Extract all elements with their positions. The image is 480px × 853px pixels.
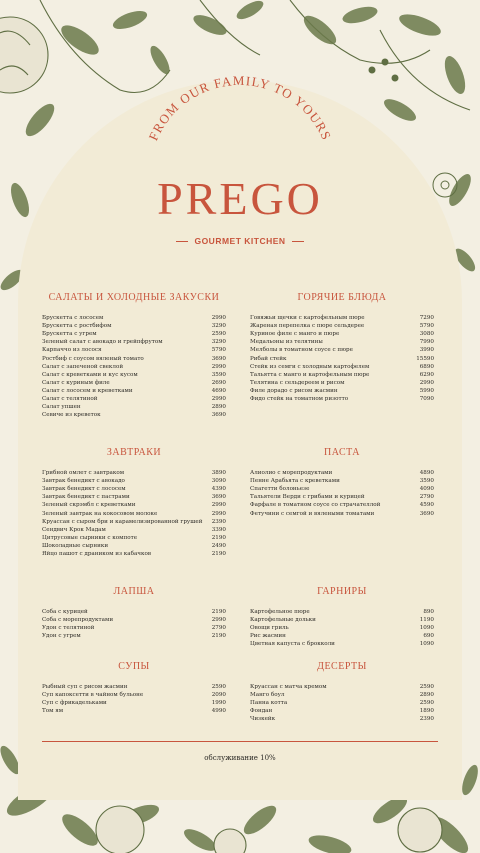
tagline: FROM OUR FAMILY TO YOURS: [145, 72, 335, 143]
menu-item-price: 3690: [211, 412, 226, 419]
menu-item: [250, 379, 434, 387]
menu-item: [42, 314, 226, 322]
menu-item-name: Тальятта с манго и картофельным пюре: [250, 371, 370, 378]
menu-item-price: 890: [423, 609, 434, 615]
menu-item-price: 1990: [211, 700, 226, 707]
menu-item-price: 2990: [211, 617, 226, 624]
menu-item-name: Севиче из креветок: [42, 412, 101, 419]
menu-item-name: Овощи гриль: [250, 625, 289, 632]
menu-item-price: 2890: [211, 404, 226, 411]
menu-item: [42, 550, 226, 558]
menu-item-name: Мелболы в томатном соусе с пюре: [250, 347, 353, 354]
menu-item: [42, 699, 226, 707]
menu-item-name: Суп с фрикадельками: [42, 700, 107, 707]
menu-item: [250, 330, 434, 338]
menu-item: [42, 469, 226, 477]
menu-item-name: Фондан: [250, 708, 273, 715]
menu-item-price: 3290: [211, 323, 226, 330]
menu-item-name: Филе дорадо с рисом жасмин: [250, 387, 338, 394]
menu-item: [250, 691, 434, 699]
menu-item-name: Пенне Арабьята с креветками: [250, 478, 340, 485]
menu-item-price: 2390: [419, 716, 434, 723]
menu-item-name: Салат упшен: [42, 404, 81, 411]
menu-item-price: 2990: [419, 379, 434, 386]
menu-item-name: Завтрак бенедикт с лососем: [42, 486, 126, 493]
menu-item-price: 2990: [211, 510, 226, 517]
menu-item: [250, 683, 434, 691]
menu-item-name: Цитрусовые сырники с компоте: [42, 534, 138, 541]
menu-item: [42, 395, 226, 403]
menu-item: [42, 477, 226, 485]
menu-item-price: 2190: [211, 609, 226, 615]
menu-item-name: Ростбиф с соусом вяленый томато: [42, 355, 144, 362]
brand-subtitle: [0, 236, 480, 246]
menu-item-price: 15590: [416, 355, 434, 362]
menu-item-name: Куриное филе с манго и пюре: [250, 331, 340, 338]
menu-item-name: Брускетта с угрем: [42, 331, 97, 338]
menu-item: [42, 632, 226, 640]
menu-item: [250, 699, 434, 707]
menu-item: [42, 542, 226, 550]
menu-item: [250, 715, 434, 723]
menu-item-price: 4890: [419, 470, 434, 476]
menu-item: [42, 330, 226, 338]
menu-item-price: 3990: [419, 347, 434, 354]
menu-item: [42, 518, 226, 526]
menu-item-price: 2690: [211, 379, 226, 386]
menu-item-price: 2190: [211, 551, 226, 557]
menu-item-price: 4090: [419, 486, 434, 493]
menu-item-name: Круассан с матча кремом: [250, 684, 327, 690]
menu-item-price: 4390: [211, 486, 226, 493]
menu-item-name: Том ям: [42, 708, 64, 715]
menu-item: [42, 346, 226, 354]
menu-item: [250, 640, 434, 648]
menu-item-name: Яйцо пашот с драником из кабачков: [42, 551, 152, 557]
menu-item-price: 1090: [419, 641, 434, 648]
menu-item: [42, 387, 226, 395]
menu-item-name: Манго боул: [250, 692, 285, 699]
menu-item: [42, 322, 226, 330]
menu-item-price: 2790: [211, 625, 226, 632]
menu-item-price: 2590: [419, 700, 434, 707]
menu-item: [250, 501, 434, 509]
menu-item-name: Фидо стейк на томатном ризотто: [250, 396, 349, 402]
brand-title: PREGO: [157, 173, 323, 224]
menu-item-name: Чизкейк: [250, 716, 276, 723]
menu-item-name: Стейк из семги с холодным картофелем: [250, 363, 370, 370]
menu-item: [250, 485, 434, 493]
menu-item-name: Карпаччо из лосося: [42, 347, 102, 354]
menu-item: [250, 338, 434, 346]
menu-item-price: 3080: [419, 331, 434, 338]
menu-item-price: 5790: [419, 323, 434, 330]
menu-item-name: Удон с угрем: [42, 633, 81, 640]
menu-item-price: 5790: [211, 347, 226, 354]
menu-item-price: 1890: [419, 708, 434, 715]
menu-item-name: Салат с запеченой свеклой: [42, 363, 124, 370]
menu-item-price: 2790: [419, 494, 434, 501]
menu-item-price: 2890: [419, 692, 434, 699]
menu-item: [250, 322, 434, 330]
menu-item: [42, 510, 226, 518]
menu-item-name: Панна котта: [250, 700, 288, 707]
menu-item-price: 7290: [419, 315, 434, 321]
section-title: СУПЫ: [118, 661, 150, 672]
menu-item-name: Суп капоксетти в чайном бульоне: [42, 692, 144, 699]
menu-item: [250, 346, 434, 354]
menu-item-name: Салат с куриным филе: [42, 379, 110, 386]
menu-item: [250, 616, 434, 624]
menu-item-name: Салат с креветками и кус кусом: [42, 371, 138, 378]
menu-item-price: 690: [423, 633, 434, 640]
menu-item: [250, 707, 434, 715]
subtitle-text: GOURMET KITCHEN: [194, 236, 286, 246]
menu-item-price: 2090: [211, 692, 226, 699]
menu-item-name: Цветная капуста с брокколи: [250, 641, 335, 648]
menu-item-name: Зеленый завтрак на кокосовом молоке: [42, 510, 158, 517]
menu-item-price: 6290: [419, 371, 434, 378]
menu-item-price: 3390: [211, 526, 226, 533]
menu-item-name: Соба с морепродуктами: [42, 617, 114, 624]
menu-item-name: Рис жасмин: [250, 633, 286, 640]
menu-item: [250, 632, 434, 640]
menu-item-price: 3590: [419, 478, 434, 485]
menu-item: [250, 493, 434, 501]
menu-item-name: Завтрак бенедикт с пастрами: [42, 494, 130, 501]
divider: [292, 241, 304, 242]
menu-item-price: 2990: [211, 363, 226, 370]
menu-item: [250, 395, 434, 403]
menu-item-price: 2590: [211, 684, 226, 690]
menu-item: [250, 608, 434, 616]
menu-item-price: 1090: [419, 625, 434, 632]
menu-item: [250, 469, 434, 477]
menu-item-price: 3590: [211, 371, 226, 378]
menu-item: [42, 683, 226, 691]
menu-item: [250, 314, 434, 322]
menu-item: [42, 371, 226, 379]
menu-item-name: Салат с телятиной: [42, 396, 98, 402]
menu-item-price: 1190: [419, 617, 434, 624]
menu-item-name: Алиолио с морепродуктами: [250, 470, 333, 476]
menu-item: [250, 387, 434, 395]
menu-item-name: Картофельные дольки: [250, 617, 316, 624]
menu-item: [42, 355, 226, 363]
menu-item: [42, 691, 226, 699]
section-title: ПАСТА: [324, 447, 360, 458]
menu-item-name: Медальоны из телятины: [250, 339, 323, 346]
menu-item-price: 5990: [419, 387, 434, 394]
menu-item-price: 2190: [211, 534, 226, 541]
menu-item: [42, 485, 226, 493]
menu-item-price: 2490: [211, 542, 226, 549]
menu-item-name: Рибай стейк: [250, 355, 287, 362]
menu-item-price: 2590: [211, 331, 226, 338]
section-title: ЛАПША: [113, 586, 155, 597]
menu-item: [42, 608, 226, 616]
menu-item-name: Зеленый салат с авокадо и грейпфрутом: [42, 339, 163, 346]
menu-item-name: Удон с телятиной: [42, 625, 95, 632]
menu-item-price: 2390: [211, 518, 226, 525]
menu-item-price: 6890: [419, 363, 434, 370]
menu-item-name: Соба с курицей: [42, 609, 88, 615]
menu-item-name: Тальятели Верди с грибами и курицей: [250, 494, 365, 501]
menu-item: [42, 411, 226, 419]
menu-item: [42, 493, 226, 501]
menu-item-name: Грибной омлет с завтраком: [42, 470, 125, 476]
menu-item: [42, 526, 226, 534]
menu-item-name: Говяжьи щечки с картофельным пюре: [250, 315, 365, 321]
section-title: ДЕСЕРТЫ: [317, 661, 367, 672]
menu-item-name: Брускетта с лососем: [42, 315, 104, 321]
menu-item-price: 7090: [419, 396, 434, 402]
menu-item-name: Фарфале в томатном соусе со страчателлой: [250, 502, 381, 509]
menu-item: [42, 501, 226, 509]
menu-item-price: 3690: [211, 355, 226, 362]
menu-item-price: 3290: [211, 339, 226, 346]
menu-item: [42, 363, 226, 371]
menu-item-price: 4990: [211, 708, 226, 715]
menu-item: [42, 403, 226, 411]
section-title: ГОРЯЧИЕ БЛЮДА: [297, 292, 387, 303]
menu-item-price: 4590: [419, 502, 434, 509]
menu-item: [42, 379, 226, 387]
menu-item-name: Зеленый скрэмбл с креветками: [42, 502, 136, 509]
menu-item-name: Телятина с сельдереем и рисом: [250, 379, 345, 386]
menu-item-price: 2190: [211, 633, 226, 640]
menu-item-name: Круассан с сыром бри и карамелизированной грушей: [42, 518, 203, 525]
menu-item-name: Фетучини с семгой и вялеными томатами: [250, 510, 375, 517]
menu-item-name: Брускетта с ростбифом: [42, 323, 112, 330]
menu-item-price: 2990: [211, 315, 226, 321]
menu-item-name: Сендвич Крок Мадам: [42, 526, 106, 533]
menu-item: [42, 624, 226, 632]
menu-item: [250, 355, 434, 363]
section-title: ГАРНИРЫ: [317, 586, 367, 597]
menu-item: [250, 510, 434, 518]
menu-item-name: Спагетти болоньезе: [250, 486, 310, 493]
menu-item-name: Шоколадные сырники: [42, 542, 109, 549]
menu-item: [250, 477, 434, 485]
menu-item-price: 3690: [419, 510, 434, 517]
service-charge: обслуживание 10%: [204, 754, 276, 762]
menu-item-price: 3690: [211, 494, 226, 501]
menu-item: [42, 338, 226, 346]
svg-text:FROM OUR FAMILY TO YOURS: [145, 73, 334, 143]
menu-item-name: Жареная перепелка с пюре сельдерее: [250, 323, 365, 330]
menu-item: [42, 616, 226, 624]
menu-item-price: 3890: [211, 470, 226, 476]
menu-item-price: 2990: [211, 502, 226, 509]
section-title: САЛАТЫ И ХОЛОДНЫЕ ЗАКУСКИ: [48, 292, 220, 303]
menu-item-name: Картофельное пюре: [250, 609, 310, 615]
menu-item: [250, 363, 434, 371]
menu-item: [250, 371, 434, 379]
menu-item: [42, 707, 226, 715]
menu-item-name: Завтрак бенедикт с авокадо: [42, 478, 125, 485]
divider: [176, 241, 188, 242]
menu-item: [42, 534, 226, 542]
menu-item-price: 7990: [419, 339, 434, 346]
menu-item-price: 4690: [211, 387, 226, 394]
menu-item-price: 2590: [419, 684, 434, 690]
footer-divider: [42, 741, 438, 742]
menu-item-price: 2990: [211, 396, 226, 402]
menu-item: [250, 624, 434, 632]
menu-item-name: Рыбный суп с рисом жасмин: [42, 684, 128, 690]
menu-item-name: Салат с лососем и креветками: [42, 387, 133, 394]
menu-item-price: 3090: [211, 478, 226, 485]
section-title: ЗАВТРАКИ: [106, 447, 162, 458]
